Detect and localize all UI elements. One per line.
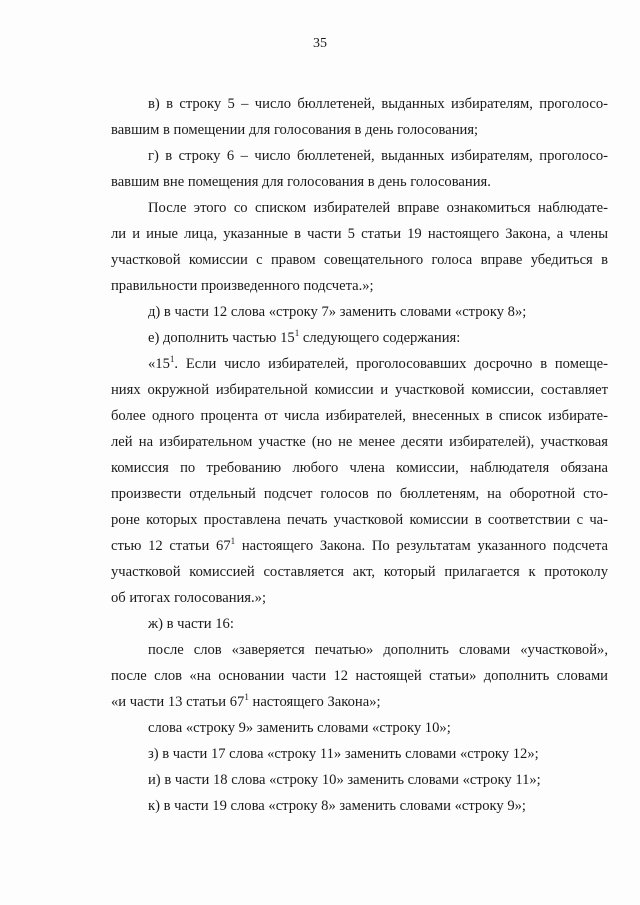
text-fragment: стью 12 статьи 67 (111, 538, 231, 554)
text-line (148, 352, 608, 378)
text-line: вавшим вне помещения для голосования в день голосования. (111, 174, 491, 190)
text-line: лей на избирательном участке (но не менее десяти избирателей), участковая (111, 434, 608, 450)
text-fragment: настоящего Закона»; (248, 694, 381, 710)
text-line: в) в строку 5 – число бюллетеней, выданных избирателям, проголосо- (148, 96, 608, 112)
text-fragment: следующего содержания: (299, 330, 461, 346)
text-line: участковой комиссии с правом совещательного голоса вправе убедиться в (111, 252, 608, 268)
superscript: 1 (244, 692, 249, 702)
text-line: ли и иные лица, указанные в части 5 статьи 19 настоящего Закона, а члены (111, 226, 608, 242)
text-fragment: . Если число избирателей, проголосовавших досрочно в помеще- (174, 356, 608, 372)
text-line: после слов «на основании части 12 настоящей статьи» дополнить словами (111, 668, 608, 684)
text-fragment: «15 (148, 356, 170, 372)
text-fragment: настоящего Закона. По результатам указанного подсчета (235, 538, 609, 554)
text-line: и) в части 18 слова «строку 10» заменить словами «строку 11»; (148, 772, 541, 788)
text-line (148, 326, 460, 352)
text-line: г) в строку 6 – число бюллетеней, выданных избирателям, проголосо- (148, 148, 608, 164)
text-line (111, 690, 381, 716)
text-line (111, 534, 608, 560)
text-line: вавшим в помещении для голосования в день голосования; (111, 122, 479, 138)
text-line: более одного процента от числа избирателей, внесенных в список избирате- (111, 408, 608, 424)
text-line: к) в части 19 слова «строку 8» заменить словами «строку 9»; (148, 798, 526, 814)
superscript: 1 (169, 354, 175, 364)
text-line: з) в части 17 слова «строку 11» заменить словами «строку 12»; (148, 746, 539, 762)
page-number: 35 (313, 36, 327, 51)
superscript: 1 (294, 328, 300, 338)
text-line: д) в части 12 слова «строку 7» заменить словами «строку 8»; (148, 304, 527, 320)
text-line: роне которых проставлена печать участковой комиссии в соответствии с ча- (111, 512, 608, 528)
text-line: комиссия по требованию любого члена комиссии, наблюдателя обязана (111, 460, 608, 476)
text-line: ж) в части 16: (148, 616, 234, 632)
text-line: правильности произведенного подсчета.»; (111, 278, 374, 294)
text-line: участковой комиссией составляется акт, который прилагается к протоколу (111, 564, 608, 580)
text-line: произвести отдельный подсчет голосов по бюллетеням, на оборотной сто- (111, 486, 608, 502)
text-line: слова «строку 9» заменить словами «строку 10»; (148, 720, 451, 736)
text-line: после слов «заверяется печатью» дополнить словами «участковой», (148, 642, 608, 658)
superscript: 1 (230, 536, 236, 546)
text-line: После этого со списком избирателей вправе ознакомиться наблюдате- (148, 200, 608, 216)
text-fragment: е) дополнить частью 15 (148, 330, 295, 346)
text-fragment: «и части 13 статьи 67 (111, 694, 245, 710)
text-line: об итогах голосования.»; (111, 590, 267, 606)
text-line: ниях окружной избирательной комиссии и участковой комиссии, составляет (111, 382, 608, 398)
